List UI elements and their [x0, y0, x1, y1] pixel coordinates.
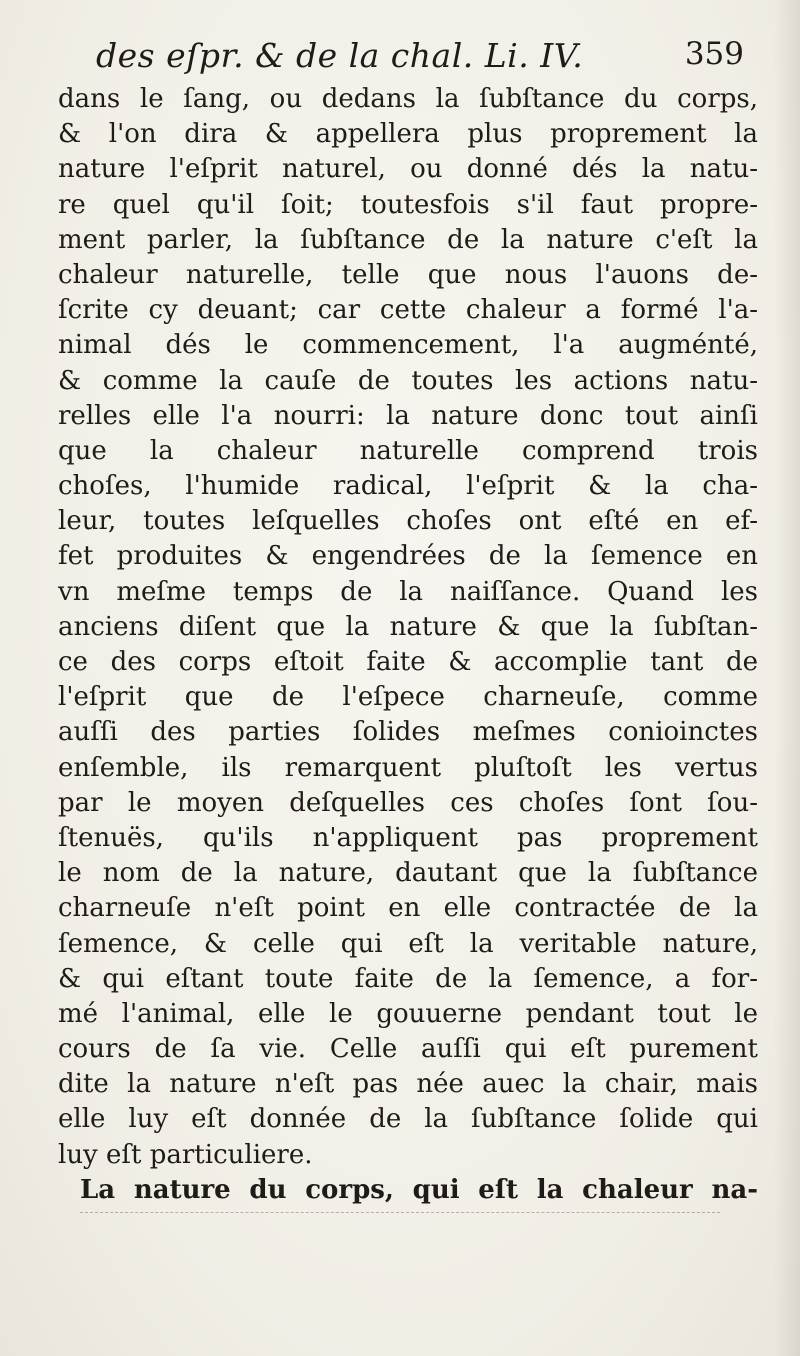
text-line: ſcrite cy deuant; car cette chaleur a formé l'a-	[58, 295, 758, 326]
text-line: & comme la cauſe de toutes les actions natu-	[58, 365, 758, 396]
text-line: vn meſme temps de la naiſſance. Quand les	[58, 576, 758, 607]
text-line: charneuſe n'eſt point en elle contractée de la	[58, 893, 758, 924]
text-line: ment parler, la ſubſtance de la nature c'eſt la	[58, 224, 758, 255]
text-line: ſemence, & celle qui eſt la veritable nature,	[58, 928, 758, 959]
text-line: cours de ſa vie. Celle auſſi qui eſt purement	[58, 1034, 758, 1065]
body-text	[58, 82, 758, 1208]
page-edge-shadow	[774, 0, 800, 1356]
running-title: des eſpr. & de la chal. Li. IV.	[96, 36, 584, 75]
page-number: 359	[684, 36, 744, 72]
text-line: & l'on dira & appellera plus proprement la	[58, 119, 758, 150]
text-line: chaleur naturelle, telle que nous l'auons de-	[58, 259, 758, 290]
ink-smudge	[80, 1212, 720, 1215]
text-line: dite la nature n'eſt pas née auec la chair, mais	[58, 1069, 758, 1100]
text-line: enſemble, ils remarquent pluſtoſt les vertus	[58, 752, 758, 783]
text-line: nature l'eſprit naturel, ou donné dés la natu-	[58, 154, 758, 185]
running-head	[66, 36, 746, 80]
text-line: mé l'animal, elle le gouuerne pendant tout le	[58, 998, 758, 1029]
text-line: & qui eſtant toute faite de la ſemence, a for-	[58, 963, 758, 994]
text-line: que la chaleur naturelle comprend trois	[58, 435, 758, 466]
text-line: ſtenuës, qu'ils n'appliquent pas proprement	[58, 822, 758, 853]
text-line: anciens diſent que la nature & que la ſubſtan-	[58, 611, 758, 642]
text-line: relles elle l'a nourri: la nature donc tout ainſi	[58, 400, 758, 431]
text-line: l'eſprit que de l'eſpece charneuſe, comme	[58, 682, 758, 713]
text-line: leur, toutes leſquelles choſes ont eſté en ef-	[58, 506, 758, 537]
text-line: ce des corps eſtoit faite & accomplie tant de	[58, 647, 758, 677]
text-line: dans le ſang, ou dedans la ſubſtance du corps,	[58, 84, 758, 114]
text-line: par le moyen deſquelles ces choſes ſont ſou-	[58, 787, 758, 818]
text-line: choſes, l'humide radical, l'eſprit & la cha-	[58, 471, 758, 502]
text-line: La nature du corps, qui eſt la chaleur na-	[80, 1174, 758, 1205]
text-line: nimal dés le commencement, l'a augménté,	[58, 330, 758, 361]
text-line: le nom de la nature, dautant que la ſubſtance	[58, 858, 758, 889]
text-line: luy eſt particuliere.	[58, 1139, 313, 1170]
text-line: fet produites & engendrées de la ſemence en	[58, 541, 758, 572]
text-line: elle luy eſt donnée de la ſubſtance ſolide qui	[58, 1104, 758, 1135]
text-line: auſſi des parties ſolides meſmes conioinctes	[58, 717, 758, 748]
text-line: re quel qu'il ſoit; toutesfois s'il faut propre-	[58, 189, 758, 220]
